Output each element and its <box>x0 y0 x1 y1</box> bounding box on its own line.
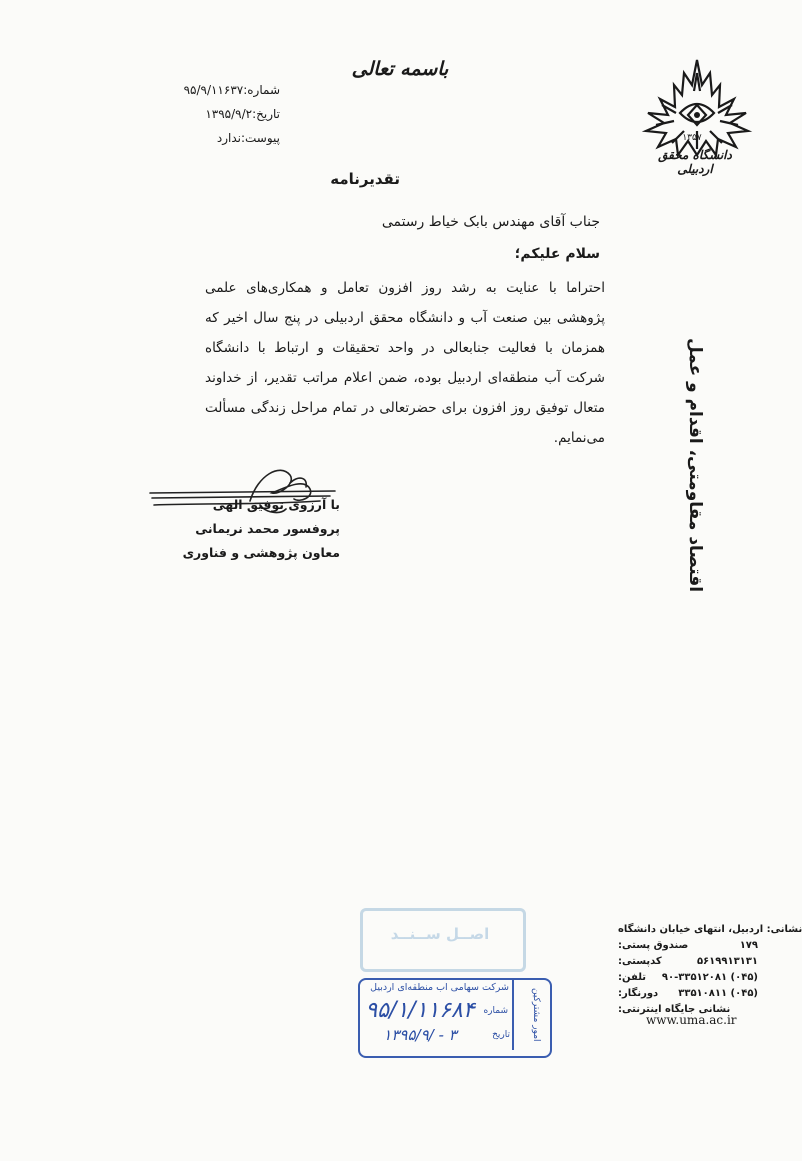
signature-closing: با آرزوی توفیق الهی <box>212 497 340 512</box>
faint-stamp-text: اصــل ســنــد <box>390 925 490 943</box>
po-box-label: صندوق پستی: <box>618 940 689 951</box>
letter-number: شماره:۹۵/۹/۱۱۶۳۷ <box>183 83 280 97</box>
phone-label: تلفن: <box>618 972 647 983</box>
greeting-line: سلام علیکم؛ <box>514 246 600 262</box>
address-row <box>618 922 802 938</box>
postal-code-label: کدپستی: <box>618 956 662 967</box>
address-row <box>618 954 758 970</box>
address-row <box>618 986 758 1002</box>
signature-block <box>150 493 340 565</box>
fax-value: ۳۳۵۱۰۸۱۱ (۰۴۵) <box>678 988 758 999</box>
address-row <box>618 970 758 986</box>
signatory-position: معاون پژوهشی و فناوری <box>182 545 340 560</box>
letter-date: تاریخ:۱۳۹۵/۹/۲ <box>205 107 280 121</box>
stamp-side-text: امور مشترکین <box>531 988 541 1042</box>
stamp-number-label: شماره <box>483 1006 508 1016</box>
logo-caption: دانشگاه محقق اردبیلی <box>658 148 732 176</box>
address-row <box>618 938 758 954</box>
postal-code-value: ۵۶۱۹۹۱۳۱۳۱ <box>696 956 758 967</box>
stamp-date: ۱۳۹۵/۹/ - ۳ <box>383 1026 457 1044</box>
university-address <box>618 922 802 1018</box>
po-box-value: ۱۷۹ <box>739 940 758 951</box>
address-label: نشانی: اردبیل، انتهای خیابان دانشگاه <box>618 924 802 935</box>
stamp-date-label: تاریخ <box>492 1030 510 1040</box>
stamp-company: شرکت سهامی آب منطقه‌ای اردبیل <box>370 982 509 993</box>
stamp-number: ۹۵/۱/۱۱۶۸۴ <box>365 998 475 1023</box>
bismillah-heading: باسمه تعالی <box>351 58 449 80</box>
letter-body: احتراما با عنایت به رشد روز افزون تعامل و همکاری‌های علمی پژوهشی بین صنعت آب و دانشگاه محقق اردبیلی در پنج سال اخیر که همزمان با فعالیت جنابعالی در واحد تحقیقات و ارتباط با دانشگاه شرکت آب منطقه‌ای اردبیل بوده، ضمن اعلام مراتب تقدیر، از خداوند متعال توفیق روز افزون برای حضرتعالی در تمام مراحل زندگی مسألت می‌نمایم. <box>205 280 605 446</box>
letter-attachment: پیوست:ندارد <box>216 131 280 145</box>
website-label: نشانی جایگاه اینترنتی: <box>618 1004 731 1015</box>
fax-label: دورنگار: <box>618 988 659 999</box>
signatory-name: پروفسور محمد نریمانی <box>195 521 340 536</box>
side-slogan: اقتصاد مقاومتی، اقدام و عمل <box>685 337 705 593</box>
recipient-line: جناب آقای مهندس بابک خیاط رستمی <box>381 214 600 230</box>
phone-value: ۹۰-۳۳۵۱۲۰۸۱ (۰۴۵) <box>661 972 758 983</box>
letter-title: تقدیرنامه <box>330 170 400 188</box>
reference-block <box>120 78 280 150</box>
website-link[interactable]: www.uma.ac.ir <box>646 1013 737 1027</box>
logo-year: ۱۳۵۷ <box>682 133 702 143</box>
